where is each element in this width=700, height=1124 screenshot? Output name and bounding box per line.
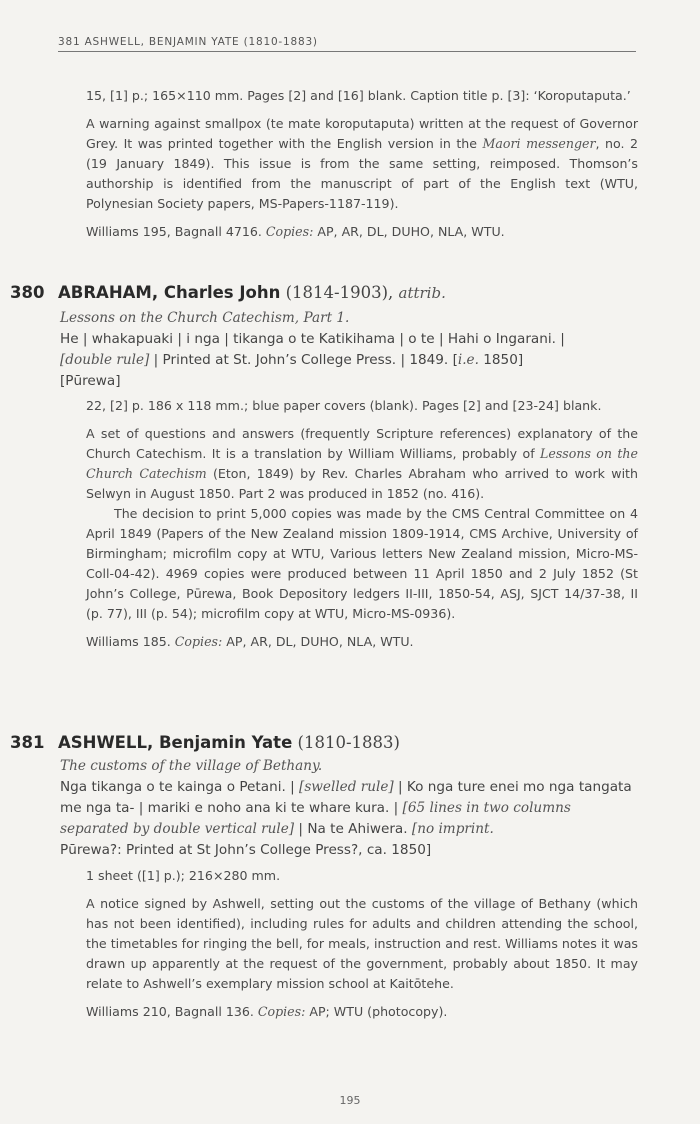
author-name: ASHWELL, Benjamin Yate xyxy=(58,733,293,752)
entry-381-heading xyxy=(10,733,650,752)
note-paragraph: A set of questions and answers (frequently Scripture references) explanatory of the Church Catechism. It is a translation by William Williams, probably of Lessons on the Church Catechism (Eton, 1849) by Rev. Charles Abraham who arrived to work with Selwyn in August 1850. Part 2 was produced in 1852 (no. 416). xyxy=(86,426,638,501)
place-line: [Pūrewa] xyxy=(60,373,121,389)
english-title: Lessons on the Church Catechism, Part 1. xyxy=(60,310,350,326)
references: Williams 210, Bagnall 136. Copies: AP; WTU (photocopy). xyxy=(86,1004,448,1019)
running-head: 381 ASHWELL, BENJAMIN YATE (1810-1883) xyxy=(58,36,636,52)
author-dates: (1814-1903), xyxy=(280,283,399,302)
maori-title: Nga tikanga o te kainga o Petani. | [swelled rule] | Ko nga ture enei mo nga tangata me nga ta- | mariki e noho ana ki te whare kura. | [65 lines in two columns separated by double vertical rule] | Na te Ahiwera. [no imprint. xyxy=(60,779,632,837)
references: Williams 185. Copies: AP, AR, DL, DUHO, NLA, WTU. xyxy=(86,634,414,649)
note-paragraph-2: The decision to print 5,000 copies was made by the CMS Central Committee on 4 April 1849 (Papers of the New Zealand mission 1809-1914, CMS Archive, University of Birmingham; microfilm copy at WTU, Various letters New Zealand mission, Micro-MS-Coll-04-42). 4969 copies were produced between 11 April 1850 and 2 July 1852 (St John’s College, Pūrewa, Book Depository ledgers II-III, 1850-54, ASJ, SJCT 14/37-38, II (p. 77), III (p. 54); microfilm copy at WTU, Micro-MS-0936). xyxy=(86,506,638,621)
attribution: attrib. xyxy=(398,284,446,302)
author-dates: (1810-1883) xyxy=(292,733,400,752)
page-number: 195 xyxy=(339,1094,361,1107)
maori-title-line: He | whakapuaki | i nga | tikanga o te Katikihama | o te | Hahi o Ingarani. | xyxy=(60,331,565,347)
english-title: The customs of the village of Bethany. xyxy=(60,758,323,774)
entry-379-continuation xyxy=(86,86,638,250)
entry-380-title-block xyxy=(60,308,640,392)
entry-381-body xyxy=(86,866,638,1030)
entry-381-title-block xyxy=(60,756,640,861)
physical-description: 15, [1] p.; 165×110 mm. Pages [2] and [16] blank. Caption title p. [3]: ‘Koroputaputa.’ xyxy=(86,88,631,103)
note-paragraph: A warning against smallpox (te mate koroputaputa) written at the request of Governor Grey. It was printed together with the English version in the Maori messenger, no. 2 (19 January 1849). This issue is from the same setting, reimposed. Thomson’s authorship is identified from the manuscript of part of the English text (WTU, Polynesian Society papers, MS-Papers-1187-119). xyxy=(86,116,638,211)
references: Williams 195, Bagnall 4716. Copies: AP, AR, DL, DUHO, NLA, WTU. xyxy=(86,224,505,239)
author-name: ABRAHAM, Charles John xyxy=(58,283,281,302)
entry-380-heading xyxy=(10,283,650,302)
note-paragraph: A notice signed by Ashwell, setting out the customs of the village of Bethany (which has not been identified), including rules for adults and children attending the school, the timetables for ringing the bell, for meals, instruction and rest. Williams notes it was drawn up apparently at the request of the government, probably about 1850. It may relate to Ashwell’s exemplary mission school at Kaitōtehe. xyxy=(86,896,638,991)
entry-number: 381 xyxy=(10,733,45,752)
physical-description: 1 sheet ([1] p.); 216×280 mm. xyxy=(86,868,281,883)
entry-380-body xyxy=(86,396,638,660)
imprint-line: [double rule] | Printed at St. John’s College Press. | 1849. [i.e. 1850] xyxy=(60,352,524,368)
entry-number: 380 xyxy=(10,283,45,302)
physical-description: 22, [2] p. 186 x 118 mm.; blue paper covers (blank). Pages [2] and [23-24] blank. xyxy=(86,398,602,413)
imprint-line: Pūrewa?: Printed at St John’s College Press?, ca. 1850] xyxy=(60,842,432,858)
